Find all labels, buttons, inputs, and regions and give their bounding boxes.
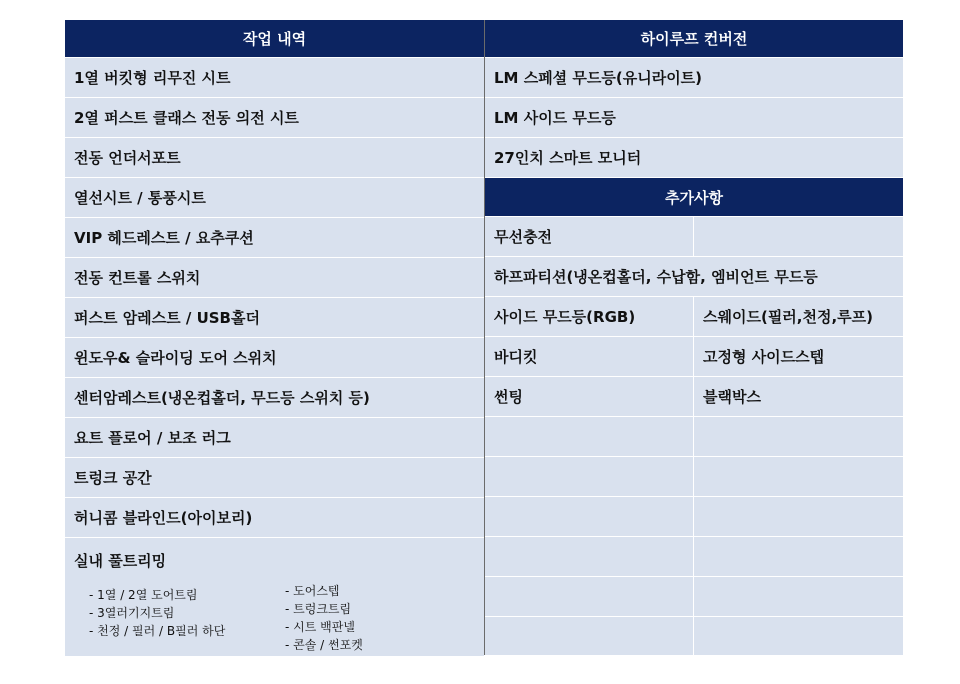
list-item: 전동 컨트롤 스위치 bbox=[65, 258, 484, 298]
list-item: 윈도우& 슬라이딩 도어 스위치 bbox=[65, 338, 484, 378]
cell: 하프파티션(냉온컵홀더, 수납함, 엠비언트 무드등 bbox=[494, 268, 818, 286]
work-history-header: 작업 내역 bbox=[65, 20, 484, 58]
list-item: 1열 버킷형 리무진 시트 bbox=[65, 58, 484, 98]
empty-row bbox=[485, 497, 903, 537]
list-item: 허니콤 블라인드(아이보리) bbox=[65, 498, 484, 538]
empty-cell bbox=[485, 537, 694, 576]
cell bbox=[694, 217, 903, 256]
list-item: 2열 퍼스트 클래스 전동 의전 시트 bbox=[65, 98, 484, 138]
empty-cell bbox=[485, 417, 694, 456]
interior-trimming-cell bbox=[65, 538, 484, 656]
empty-cell bbox=[694, 497, 903, 536]
sub-item: - 3열러기지트림 bbox=[89, 604, 225, 622]
list-item: 전동 언더서포트 bbox=[65, 138, 484, 178]
cell: LM 사이드 무드등 bbox=[494, 109, 616, 127]
high-roof-header: 하이루프 컨버전 bbox=[485, 20, 903, 58]
cell: 스웨이드(필러,천정,루프) bbox=[703, 308, 874, 326]
list-item: 트렁크 공간 bbox=[65, 458, 484, 498]
empty-cell bbox=[485, 497, 694, 536]
cell: 썬팅 bbox=[485, 377, 694, 416]
work-history-column bbox=[65, 20, 484, 656]
list-item: 센터암레스트(냉온컵홀더, 무드등 스위치 등) bbox=[65, 378, 484, 418]
empty-row bbox=[485, 617, 903, 655]
table-row bbox=[485, 217, 903, 257]
extras-header: 추가사항 bbox=[485, 178, 903, 217]
list-item bbox=[485, 138, 903, 178]
cell: 고정형 사이드스텝 bbox=[703, 348, 825, 366]
empty-cell bbox=[694, 617, 903, 656]
empty-row bbox=[485, 417, 903, 457]
work-table bbox=[65, 20, 903, 655]
table-row bbox=[485, 297, 903, 337]
trimming-sublist-right bbox=[285, 582, 363, 654]
table-row bbox=[485, 377, 903, 417]
list-item: 요트 플로어 / 보조 러그 bbox=[65, 418, 484, 458]
sub-item: - 트렁크트림 bbox=[285, 600, 363, 618]
cell: 사이드 무드등(RGB) bbox=[485, 297, 694, 336]
list-item: VIP 헤드레스트 / 요추쿠션 bbox=[65, 218, 484, 258]
empty-cell bbox=[485, 577, 694, 616]
empty-cell bbox=[485, 617, 694, 656]
empty-row bbox=[485, 537, 903, 577]
table-row bbox=[485, 337, 903, 377]
list-item: 퍼스트 암레스트 / USB홀더 bbox=[65, 298, 484, 338]
cell: 바디킷 bbox=[485, 337, 694, 376]
empty-cell bbox=[694, 577, 903, 616]
list-item: 열선시트 / 통풍시트 bbox=[65, 178, 484, 218]
empty-row bbox=[485, 577, 903, 617]
sub-item: - 도어스텝 bbox=[285, 582, 363, 600]
sub-item: - 1열 / 2열 도어트림 bbox=[89, 586, 225, 604]
sub-item: - 시트 백판넬 bbox=[285, 618, 363, 636]
cell: LM 스페셜 무드등(유니라이트) bbox=[494, 69, 703, 87]
empty-cell bbox=[694, 457, 903, 496]
list-item bbox=[485, 58, 903, 98]
trimming-sublist-left bbox=[89, 586, 225, 640]
sub-item: - 콘솔 / 썬포켓 bbox=[285, 636, 363, 654]
sub-item: - 천정 / 필러 / B필러 하단 bbox=[89, 622, 225, 640]
empty-cell bbox=[485, 457, 694, 496]
empty-cell bbox=[694, 417, 903, 456]
list-item bbox=[485, 98, 903, 138]
cell: 27인치 스마트 모니터 bbox=[494, 149, 642, 167]
cell: 무선충전 bbox=[485, 217, 694, 256]
empty-row bbox=[485, 457, 903, 497]
table-row bbox=[485, 257, 903, 297]
interior-trimming-title: 실내 풀트리밍 bbox=[74, 552, 167, 570]
cell: 블랙박스 bbox=[703, 388, 761, 406]
high-roof-column bbox=[485, 20, 903, 655]
empty-cell bbox=[694, 537, 903, 576]
